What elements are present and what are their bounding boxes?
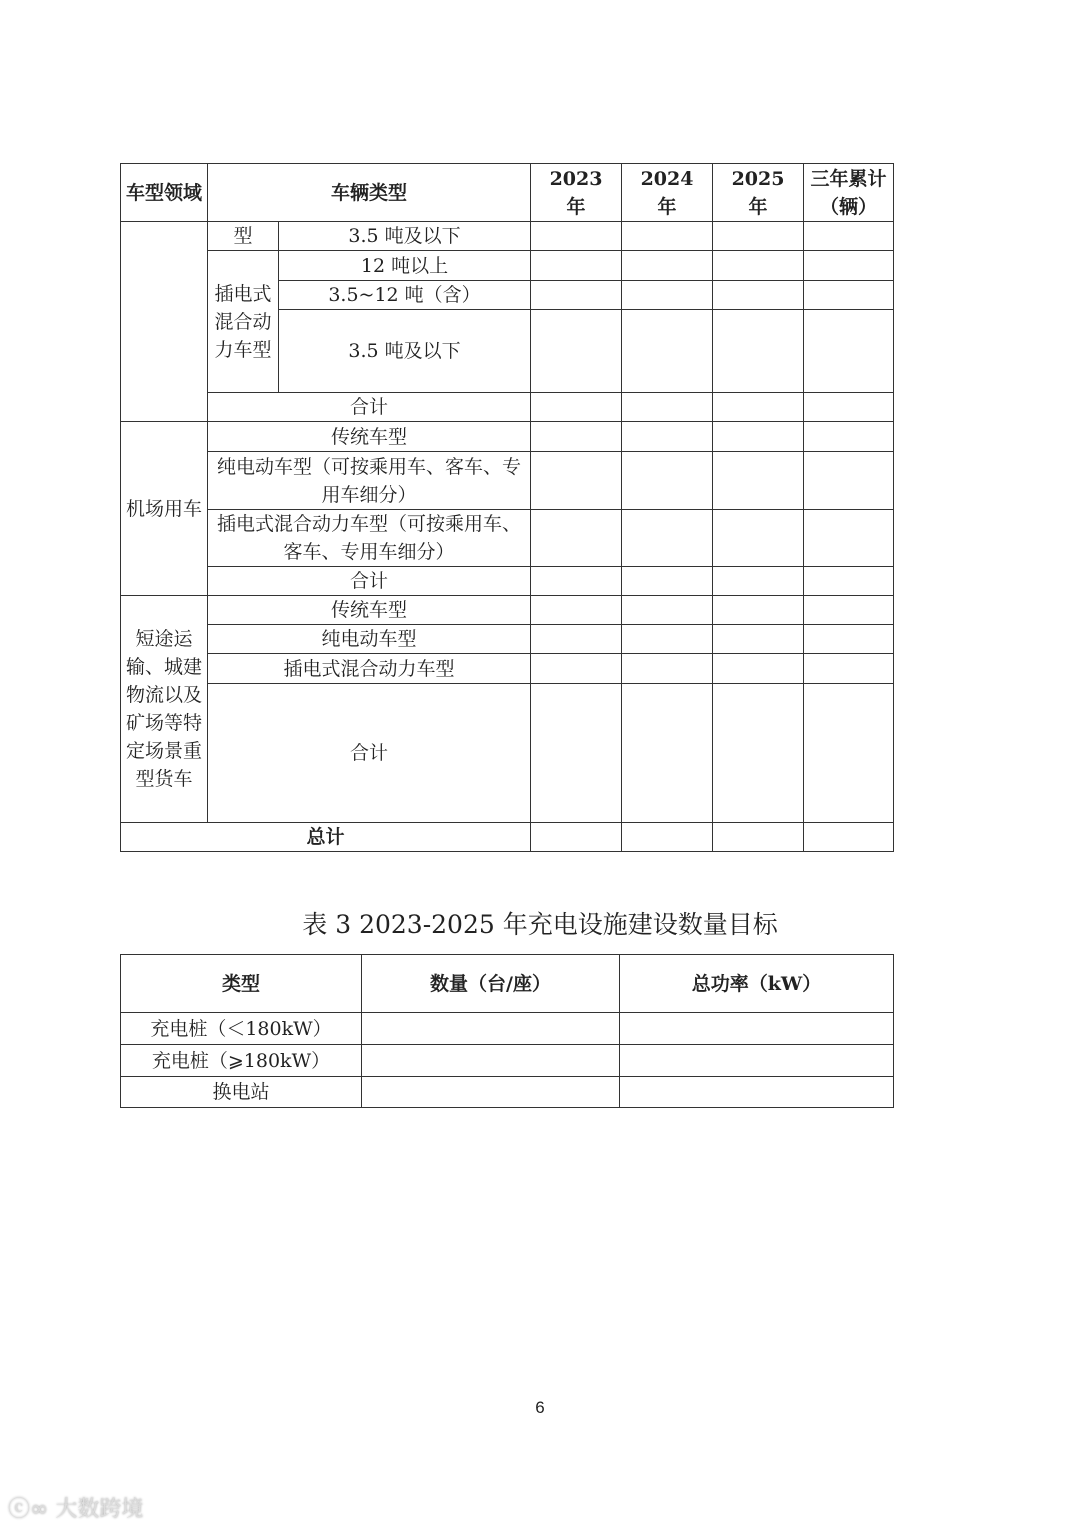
table-row bbox=[121, 1077, 894, 1108]
subtotal-label: 合计 bbox=[208, 393, 531, 422]
type-cell: 传统车型 bbox=[208, 422, 531, 452]
table-row bbox=[121, 251, 894, 281]
watermark bbox=[8, 1492, 143, 1523]
subtotal-row bbox=[121, 684, 894, 823]
page-number: 6 bbox=[535, 1398, 545, 1417]
header-row bbox=[121, 164, 894, 222]
type-cell: 插电式混合动力车型 bbox=[208, 654, 531, 684]
charging-table bbox=[120, 954, 894, 1108]
header-2024: 2024 年 bbox=[622, 164, 713, 222]
grand-total-label: 总计 bbox=[121, 823, 531, 852]
type-cell: 纯电动车型 bbox=[208, 625, 531, 654]
type-cell: 充电桩（＜180kW） bbox=[121, 1013, 362, 1045]
table-row bbox=[121, 625, 894, 654]
domain-cell bbox=[121, 222, 208, 422]
type-cell: 纯电动车型（可按乘用车、客车、专用车细分） bbox=[208, 452, 531, 510]
table-row bbox=[121, 422, 894, 452]
header-row bbox=[121, 955, 894, 1013]
header-domain: 车型领域 bbox=[121, 164, 208, 222]
table-row bbox=[121, 596, 894, 625]
header-quantity: 数量（台/座） bbox=[362, 955, 620, 1013]
subtype-cell: 12 吨以上 bbox=[279, 251, 531, 281]
domain-cell: 短途运输、城建物流以及矿场等特定场景重型货车 bbox=[121, 596, 208, 823]
header-2025: 2025 年 bbox=[713, 164, 804, 222]
header-total: 三年累计（辆） bbox=[804, 164, 894, 222]
header-power: 总功率（kW） bbox=[620, 955, 894, 1013]
table-row bbox=[121, 452, 894, 510]
table-row bbox=[121, 1045, 894, 1077]
type-cell: 插电式混合动力车型（可按乘用车、客车、专用车细分） bbox=[208, 510, 531, 567]
table-row bbox=[121, 510, 894, 567]
type-cell: 型 bbox=[208, 222, 279, 251]
vehicle-table bbox=[120, 163, 894, 852]
type-cell: 传统车型 bbox=[208, 596, 531, 625]
subtype-cell: 3.5~12 吨（含） bbox=[279, 281, 531, 310]
subtype-cell: 3.5 吨及以下 bbox=[279, 310, 531, 393]
table-row bbox=[121, 222, 894, 251]
watermark-logo-icon: ⓒ∞ bbox=[8, 1497, 56, 1522]
table-row bbox=[121, 654, 894, 684]
watermark-text: 大数跨境 bbox=[55, 1497, 144, 1522]
type-cell: 插电式混合动力车型 bbox=[208, 251, 279, 393]
domain-cell: 机场用车 bbox=[121, 422, 208, 596]
type-cell: 充电桩（⩾180kW） bbox=[121, 1045, 362, 1077]
table-title: 表 3 2023-2025 年充电设施建设数量目标 bbox=[302, 910, 778, 939]
subtotal-row bbox=[121, 393, 894, 422]
type-cell: 换电站 bbox=[121, 1077, 362, 1108]
header-type: 类型 bbox=[121, 955, 362, 1013]
subtype-cell: 3.5 吨及以下 bbox=[279, 222, 531, 251]
header-vehicle-type: 车辆类型 bbox=[208, 164, 531, 222]
header-2023: 2023 年 bbox=[531, 164, 622, 222]
subtotal-row bbox=[121, 567, 894, 596]
subtotal-label: 合计 bbox=[208, 684, 531, 823]
subtotal-label: 合计 bbox=[208, 567, 531, 596]
grand-total-row bbox=[121, 823, 894, 852]
table-row bbox=[121, 1013, 894, 1045]
